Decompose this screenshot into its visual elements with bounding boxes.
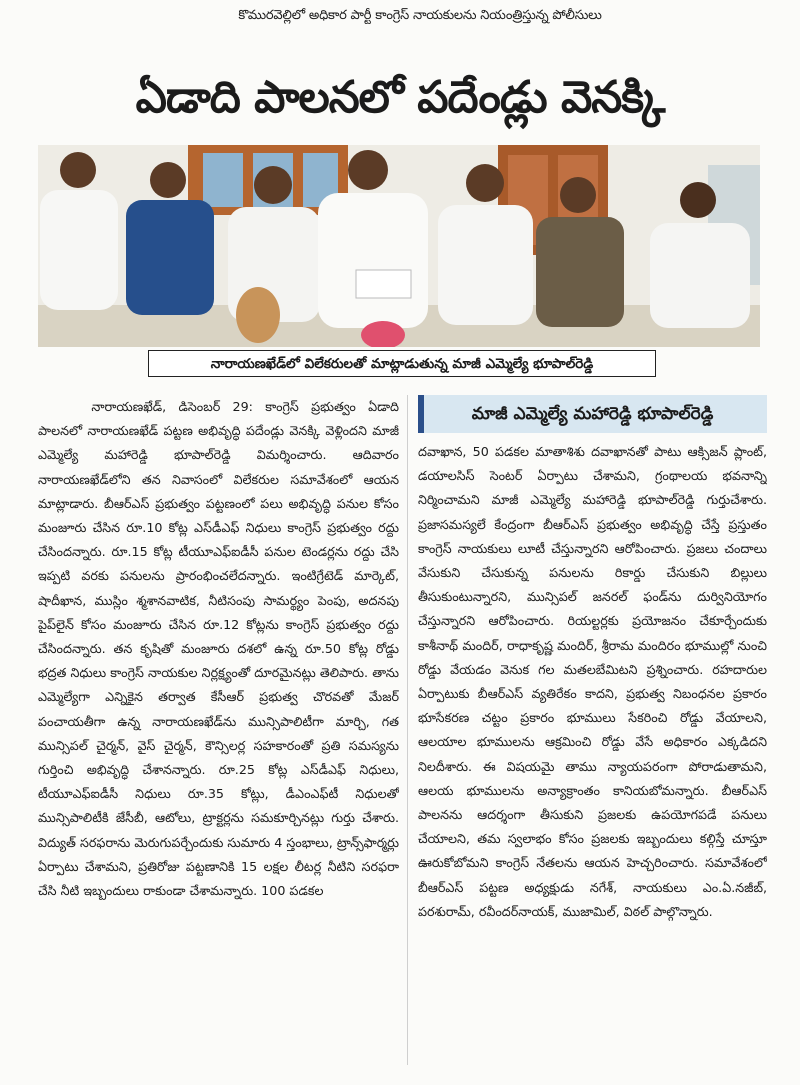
photo-caption: నారాయణఖేడ్‌లో విలేకరులతో మాట్లాడుతున్న మాజీ ఎమ్మెల్యే భూపాల్‌రెడ్డి	[148, 350, 656, 377]
kicker-line: కొమురవెల్లిలో అధికార పార్టీ కాంగ్రెస్ నాయకులను నియంత్రిస్తున్న పోలీసులు	[238, 8, 602, 23]
press-meet-photo	[38, 145, 760, 347]
subhead-accent-bar	[418, 395, 424, 433]
article-right-column	[418, 440, 767, 1085]
subhead-box	[418, 395, 767, 433]
subhead-text: మాజీ ఎమ్మెల్యే మహారెడ్డి భూపాల్‌రెడ్డి	[471, 404, 714, 424]
article-left-column	[38, 395, 399, 1085]
group-photo-icon	[38, 145, 760, 347]
article-paragraph-right: దవాఖాన, 50 పడకల మాతాశిశు దవాఖానతో పాటు ఆక్సిజన్ ప్లాంట్, డయాలసిస్ సెంటర్ ఏర్పాటు చేశామని, గ్రంథాలయ భవనాన్ని నిర్మించామని మాజీ ఎమ్మెల్యే మహారెడ్డి భూపాల్‌రెడ్డి గుర్తుచేశారు. ప్రజాసమస్యలే కేంద్రంగా బీఆర్‌ఎస్ ప్రభుత్వం అభివృద్ధి చేస్తే ప్రస్తుతం కాంగ్రెస్ నాయకులు లూటీ చేస్తున్నారని ఆరోపించారు. ప్రజలు చందాలు వేసుకుని చేసుకున్న పనులను రికార్డు చేసుకుని బిల్లులు తీసుకుంటున్నారని, మున్సిపల్ జనరల్ ఫండ్‌ను దుర్వినియోగం చేస్తున్నారని ఆరోపించారు. రియల్టర్లకు ప్రయోజనం చేకూర్చేందుకు కాశీనాథ్ మందిర్, రాధాకృష్ణ మందిర్, శ్రీరామ మందిరం భూముల్లో నుంచి రోడ్డు వేయడం వెనుక గల మతలబేమిటని ప్రశ్నించారు. రహదారుల ఏర్పాటుకు బీఆర్‌ఎస్ వ్యతిరేకం కాదని, ప్రభుత్వ నిబంధనల ప్రకారం భూసేకరణ చట్టం ప్రకారం భూములు సేకరించి రోడ్డు వేయాలని, ఆలయాల భూములను ఆక్రమించి రోడ్డు వేసే అధికారం ఎక్కడిదని నిలదీశారు. ఈ విషయమై తాము న్యాయపరంగా పోరాడుతామని, ఆలయ భూములను అన్యాక్రాంతం కానియబోమన్నారు. బీఆర్‌ఎస్ పాలనను ఆదర్శంగా తీసుకుని ప్రజలకు ఉపయోగపడే పనులు చేయాలని, తమ స్వలాభం కోసం ప్రజలకు ఇబ్బందులు కల్గిస్తే చూస్తూ ఊరుకోబోమని కాంగ్రెస్ నేతలను ఆయన హెచ్చరించారు. సమావేశంలో బీఆర్‌ఎస్ పట్టణ అధ్యక్షుడు నగేశ్, నాయకులు ఎం.ఏ.నజీబ్, పరశురామ్, రవీందర్‌నాయక్, ముజామిల్, విఠల్ పాల్గొన్నారు.	[418, 444, 767, 919]
column-divider	[407, 395, 408, 1065]
article-paragraph-left: నారాయణఖేడ్, డిసెంబర్ 29: కాంగ్రెస్ ప్రభుత్వం ఏడాది పాలనలో నారాయణఖేడ్ పట్టణ అభివృద్ధి పదేండ్లు వెనక్కి వెళ్లిందని మాజీ ఎమ్మెల్యే మహారెడ్డి భూపాల్‌రెడ్డి విమర్శించారు. ఆదివారం నారాయణఖేడ్‌లోని తన నివాసంలో విలేకరుల సమావేశంలో ఆయన మాట్లాడారు. బీఆర్‌ఎస్ ప్రభుత్వం పట్టణంలో పలు అభివృద్ధి పనుల కోసం మంజూరు చేసిన రూ.10 కోట్ల ఎస్‌డీఎఫ్ నిధులు కాంగ్రెస్ ప్రభుత్వం రద్దు చేసిందన్నారు. రూ.15 కోట్ల టీయూఎఫ్‌ఐడీసీ పనుల టెండర్లను రద్దు చేసి ఇప్పటి వరకు పనులను ప్రారంభించలేదన్నారు. ఇంటిగ్రేటెడ్ మార్కెట్, షాదీఖాన, ముస్లిం శ్మశానవాటిక, నీటిసంపు సామర్థ్యం పెంపు, అదనపు పైప్‌లైన్ కోసం మంజూరు చేసిన రూ.12 కోట్లను కాంగ్రెస్ ప్రభుత్వం రద్దు చేసిందన్నారు. తన కృషితో మంజూరు దశలో ఉన్న రూ.50 కోట్ల రోడ్డు భద్రత నిధులు కాంగ్రెస్ నాయకుల నిర్లక్ష్యంతో దూరమైనట్లు తెలిపారు. తాను ఎమ్మెల్యేగా ఎన్నికైన తర్వాత కేసీఆర్ ప్రభుత్వ చొరవతో మేజర్ పంచాయతీగా ఉన్న నారాయణఖేడ్‌ను మున్సిపాలిటీగా మార్చి, గత మున్సిపల్ చైర్మన్, వైస్ చైర్మన్, కౌన్సిలర్ల సహకారంతో ప్రతి సమస్యను గుర్తించి అభివృద్ధి చేశానన్నారు. రూ.25 కోట్ల ఎస్‌డీఎఫ్ నిధులు, టీయూఎఫ్‌ఐడీసీ నిధులు రూ.35 కోట్లు, డీఎంఎఫ్‌టీ నిధులతో మున్సిపాలిటీకి జేసీబీ, ఆటోలు, ట్రాక్టర్లను సమకూర్చినట్లు గుర్తు చేశారు. విద్యుత్ సరఫరాను మెరుగుపర్చేందుకు సుమారు 4 స్తంభాలు, ట్రాన్స్‌ఫార్మర్లు ఏర్పాటు చేశామని, ప్రతిరోజు పట్టణానికి 15 లక్షల లీటర్ల నీటిని సరఫరా చేసి నీటి ఇబ్బందులు రాకుండా చేశామన్నారు. 100 పడకల	[38, 399, 399, 899]
headline: ఏడాది పాలనలో పదేండ్లు వెనక్కి	[135, 72, 665, 123]
